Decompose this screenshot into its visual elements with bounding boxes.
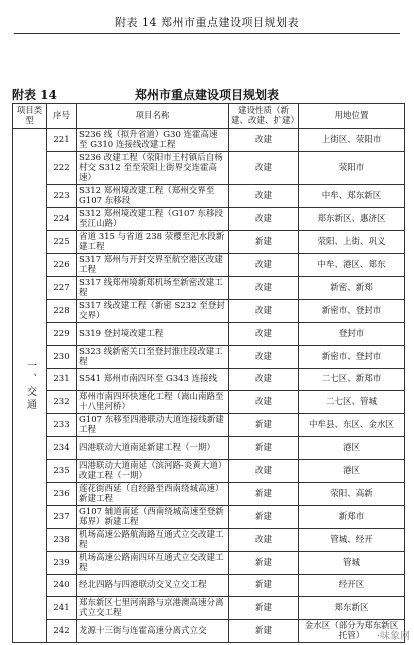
name-cell: S317 线郑州境新郑机场至新密改建工程 <box>77 277 229 300</box>
location-cell: 新郑市 <box>299 505 405 528</box>
nature-cell: 改建 <box>229 129 299 152</box>
nature-cell: 改建 <box>229 323 299 346</box>
table-row <box>13 129 405 152</box>
location-cell: 金水区（部分为郑东新区托管） <box>299 620 405 643</box>
table-row <box>13 437 405 460</box>
seq-cell: 227 <box>47 277 77 300</box>
seq-cell: 221 <box>47 129 77 152</box>
name-cell: S312 郑州境改建工程（G107 东移段至江山路） <box>77 208 229 231</box>
seq-cell: 231 <box>47 368 77 391</box>
table-row <box>13 345 405 368</box>
name-cell: 机场高速公路航海路互通式立交改建工程 <box>77 528 229 551</box>
location-cell: 新密、新郑 <box>299 277 405 300</box>
location-cell: 新密市、登封市 <box>299 300 405 323</box>
watermark: ·味象网 <box>376 631 410 642</box>
name-cell: 龙源十三街与连霍高速分离式立交 <box>77 620 229 643</box>
name-cell: 四港联动大道南延新建工程（一期） <box>77 437 229 460</box>
name-cell: 郑东新区七里河南路与京港澳高速分离式立交工程 <box>77 597 229 620</box>
location-cell: 二七区、新郑市 <box>299 368 405 391</box>
nature-cell: 新建 <box>229 505 299 528</box>
nature-cell: 改建 <box>229 208 299 231</box>
seq-cell: 226 <box>47 254 77 277</box>
name-cell: S312 郑州境改建工程（郑州交界至 G107 东移段 <box>77 185 229 208</box>
nature-cell: 新建 <box>229 597 299 620</box>
nature-cell: 改建 <box>229 254 299 277</box>
nature-cell: 改建 <box>229 185 299 208</box>
table-row <box>13 208 405 231</box>
seq-cell: 238 <box>47 528 77 551</box>
table-row <box>13 185 405 208</box>
nature-cell: 新建 <box>229 551 299 574</box>
col-category: 项目类型 <box>13 104 47 129</box>
location-cell: 管城 <box>299 551 405 574</box>
location-cell: 经开区 <box>299 574 405 597</box>
location-cell: 中牟、港区、郑东 <box>299 254 405 277</box>
table-row <box>13 597 405 620</box>
seq-cell: 240 <box>47 574 77 597</box>
location-cell: 上街区、荥阳市 <box>299 129 405 152</box>
col-location: 用地位置 <box>299 104 405 129</box>
nature-cell: 改建 <box>229 152 299 185</box>
location-cell: 港区 <box>299 437 405 460</box>
header-rule <box>14 33 400 34</box>
nature-cell: 新建 <box>229 437 299 460</box>
table-row <box>13 254 405 277</box>
col-seq: 序号 <box>47 104 77 129</box>
nature-cell: 新建 <box>229 482 299 505</box>
location-cell: 港区 <box>299 459 405 482</box>
name-cell: 经北四路与四港联动交叉立交工程 <box>77 574 229 597</box>
location-cell: 中牟县、东区、金水区 <box>299 414 405 437</box>
seq-cell: 225 <box>47 231 77 254</box>
table-row <box>13 620 405 643</box>
table-row <box>13 277 405 300</box>
nature-cell: 新建 <box>229 574 299 597</box>
table-row <box>13 300 405 323</box>
seq-cell: 230 <box>47 345 77 368</box>
nature-cell: 新建 <box>229 414 299 437</box>
location-cell: 荥阳市 <box>299 152 405 185</box>
nature-cell: 改建 <box>229 391 299 414</box>
table-row <box>13 459 405 482</box>
seq-cell: 242 <box>47 620 77 643</box>
nature-cell: 新建 <box>229 231 299 254</box>
table-row <box>13 528 405 551</box>
name-cell: 省道 315 与省道 238 荥樱至汜水段新建工程 <box>77 231 229 254</box>
seq-cell: 232 <box>47 391 77 414</box>
page-header: 附表 14 郑州市重点建设项目规划表 <box>115 16 299 29</box>
table-row <box>13 574 405 597</box>
seq-cell: 229 <box>47 323 77 346</box>
location-cell: 二七区、管城 <box>299 391 405 414</box>
table-row <box>13 505 405 528</box>
seq-cell: 235 <box>47 459 77 482</box>
seq-cell: 224 <box>47 208 77 231</box>
name-cell: S319 登封境改建工程 <box>77 323 229 346</box>
name-cell: S317 线改建工程（新密 S232 至登封交界） <box>77 300 229 323</box>
table-header-row <box>13 104 405 129</box>
name-cell: S317 郑州与开封交界至航空港区改建工程 <box>77 254 229 277</box>
location-cell: 新密市、登封市 <box>299 345 405 368</box>
name-cell: 四港联动大道南延（滨河路-炎黄大道）改建工程（一期） <box>77 459 229 482</box>
seq-cell: 222 <box>47 152 77 185</box>
table-row <box>13 482 405 505</box>
table-row <box>13 414 405 437</box>
table-label: 附表 14 <box>12 88 57 102</box>
seq-cell: 237 <box>47 505 77 528</box>
seq-cell: 228 <box>47 300 77 323</box>
nature-cell: 改建 <box>229 528 299 551</box>
seq-cell: 239 <box>47 551 77 574</box>
seq-cell: 236 <box>47 482 77 505</box>
name-cell: S323 线新密关口至登封淮庄段改建工程 <box>77 345 229 368</box>
name-cell: 莲花街西延（自经路至西南绕城高速）新建工程 <box>77 482 229 505</box>
table-row <box>13 391 405 414</box>
seq-cell: 234 <box>47 437 77 460</box>
table-row <box>13 152 405 185</box>
location-cell: 登封市 <box>299 323 405 346</box>
table-row <box>13 323 405 346</box>
location-cell: 荥阳、上街、巩义 <box>299 231 405 254</box>
category-cell: 一、交通 <box>13 129 47 643</box>
nature-cell: 改建 <box>229 300 299 323</box>
seq-cell: 233 <box>47 414 77 437</box>
table-row <box>13 368 405 391</box>
seq-cell: 223 <box>47 185 77 208</box>
nature-cell: 改建 <box>229 368 299 391</box>
project-table <box>12 103 405 643</box>
name-cell: 机场高速公路南四环互通式立交改建工程 <box>77 551 229 574</box>
name-cell: 郑州市南四环快速化工程（嵩山南路至十八里河桥） <box>77 391 229 414</box>
nature-cell: 改建 <box>229 277 299 300</box>
table-row <box>13 231 405 254</box>
nature-cell: 改建 <box>229 459 299 482</box>
col-nature: 建设性质（新建、改建、扩建） <box>229 104 299 129</box>
nature-cell: 新建 <box>229 620 299 643</box>
seq-cell: 241 <box>47 597 77 620</box>
name-cell: S236 线（拟升省道）G30 连霍高速至 G310 连接线改建工程 <box>77 129 229 152</box>
location-cell: 荥阳、高新 <box>299 482 405 505</box>
name-cell: S236 改建工程（荥阳市王村镇后自杨村交 S312 至至荥阳上街界交连霍高速） <box>77 152 229 185</box>
location-cell: 中牟、郑东新区 <box>299 185 405 208</box>
table-row <box>13 551 405 574</box>
table-title: 郑州市重点建设项目规划表 <box>134 88 279 102</box>
name-cell: G107 东移至四港联动大道连接线新建工程 <box>77 414 229 437</box>
col-name: 项目名称 <box>77 104 229 129</box>
location-cell: 管城、经开 <box>299 528 405 551</box>
name-cell: G107 辅道南延（西南绕城高速至登新郑界）新建工程 <box>77 505 229 528</box>
location-cell: 郑东新区、惠济区 <box>299 208 405 231</box>
nature-cell: 改建 <box>229 345 299 368</box>
location-cell: 郑东新区 <box>299 597 405 620</box>
name-cell: S541 郑州市南四环至 G343 连接线 <box>77 368 229 391</box>
